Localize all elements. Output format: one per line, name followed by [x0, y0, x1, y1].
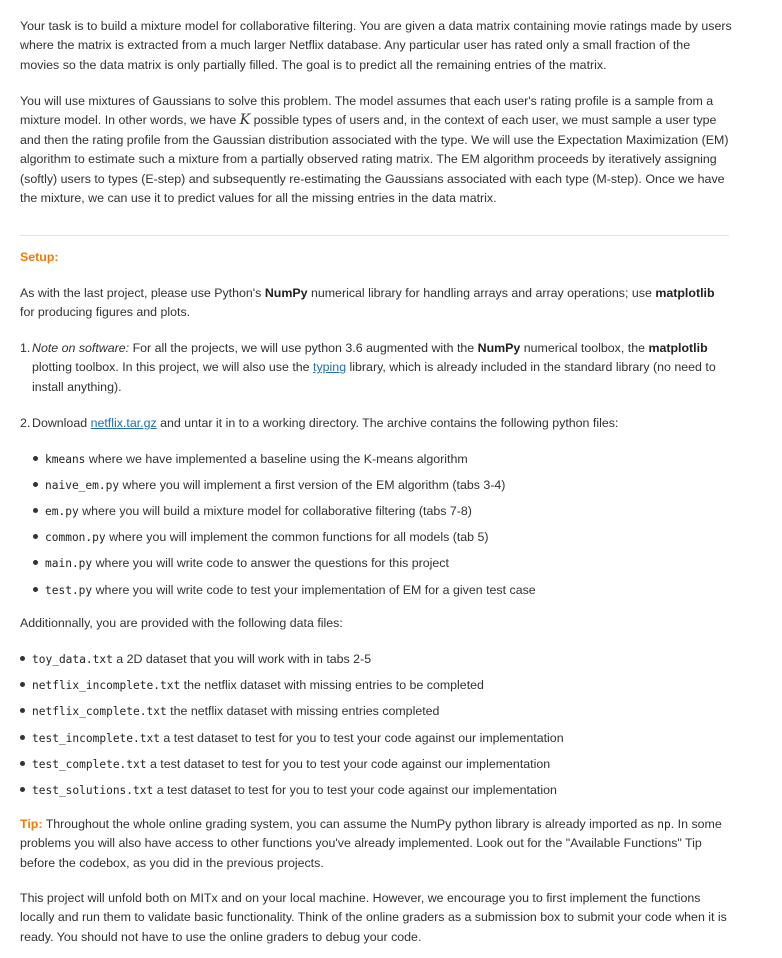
bullet-icon [20, 787, 25, 792]
list-item [20, 676, 484, 696]
tip-paragraph [20, 815, 732, 873]
file-description: a 2D dataset that you will work with in tabs 2-5 [112, 652, 372, 666]
intro-p2-start: You will use mixtures of Gaussians to solve this problem. The model assumes that each user's rating profile is a sample from a mixture model. In other words, we have [20, 94, 714, 128]
file-name: toy_data.txt [32, 653, 113, 666]
step-1-numpy: NumPy [477, 341, 521, 355]
list-item [33, 581, 536, 601]
typing-link[interactable]: typing [313, 360, 347, 375]
step-1-b: numerical toolbox, the [520, 341, 649, 355]
setup-numpy: NumPy [264, 286, 308, 300]
file-name: common.py [45, 531, 106, 544]
tip-a: Throughout the whole online grading system, you can assume the NumPy python library is already imported as [42, 817, 658, 831]
tip-np-code: np [657, 818, 671, 831]
list-item [33, 476, 505, 496]
setup-p-b: numerical library for handling arrays and array operations; use [307, 286, 656, 300]
setup-heading: Setup: [20, 250, 59, 264]
file-name: kmeans [45, 453, 86, 466]
list-item [20, 781, 557, 801]
file-description: a test dataset to test for you to test your code against our implementation [159, 731, 564, 745]
step-1-d: library, which is already included in the standard library (no need to install anything). [32, 360, 716, 394]
file-name: netflix_incomplete.txt [32, 679, 181, 692]
bullet-icon [33, 587, 38, 592]
list-item [20, 729, 564, 749]
closing-paragraph: This project will unfold both on MITx and on your local machine. However, we encourage you to first implement the functions locally and run them to validate basic functionality. Think of the online graders as a submission box to submit your code when it is ready. You should not have to use the online graders to debug your code. [20, 891, 727, 944]
step-2-number: 2. [20, 416, 31, 430]
file-description: where you will write code to test your implementation of EM for a given test case [92, 583, 536, 597]
file-name: test_incomplete.txt [32, 732, 160, 745]
file-description: where we have implemented a baseline using the K-means algorithm [85, 452, 468, 466]
step-1-c: plotting toolbox. In this project, we will also use the [32, 360, 314, 375]
file-description: where you will implement the common functions for all models (tab 5) [105, 530, 489, 544]
bullet-icon [20, 708, 25, 713]
setup-p-a: As with the last project, please use Python's [20, 286, 265, 300]
intro-paragraph-2 [20, 92, 732, 208]
bullet-icon [33, 560, 38, 565]
step-1-a: For all the projects, we will use python 3.6 augmented with the [129, 341, 478, 355]
bullet-icon [20, 656, 25, 661]
file-name: main.py [45, 557, 93, 570]
file-description: the netflix dataset with missing entries to be completed [180, 678, 484, 692]
intro-p2-end: possible types of users and, in the context of each user, we must sample a user type and then the rating profile from the Gaussian distribution associated with the type. We will use the Expectation Maximization (EM) algorithm to estimate such a mixture from a partially observed rating matrix. The EM algorithm proceeds by iteratively assigning (softly) users to types (E-step) and subsequently re-estimating the Gaussians associated with each type (M-step). Once we have the mixture, we can use it to predict values for all the missing entries in the data matrix. [20, 113, 729, 206]
step-2-text [32, 414, 722, 433]
setup-paragraph [20, 284, 732, 323]
file-name: naive_em.py [45, 479, 120, 492]
file-description: where you will write code to answer the questions for this project [92, 556, 449, 570]
bullet-icon [33, 456, 38, 461]
setup-matplotlib: matplotlib [655, 286, 715, 300]
math-k: K [239, 112, 251, 129]
bullet-icon [33, 508, 38, 513]
bullet-icon [33, 534, 38, 539]
file-description: a test dataset to test for you to test your code against our implementation [153, 783, 557, 797]
list-item [20, 650, 371, 670]
file-description: where you will build a mixture model for collaborative filtering (tabs 7-8) [78, 504, 472, 518]
step-1-number: 1. [20, 341, 31, 355]
list-item [33, 528, 489, 548]
file-name: em.py [45, 505, 79, 518]
step-1-note: Note on software: [32, 341, 130, 355]
step-2-a: Download [32, 416, 91, 430]
bullet-icon [20, 682, 25, 687]
step-1-matplotlib: matplotlib [648, 341, 708, 355]
file-description: the netflix dataset with missing entries completed [166, 704, 440, 718]
file-name: netflix_complete.txt [32, 705, 167, 718]
list-item [20, 755, 550, 775]
list-item [33, 450, 468, 470]
list-item [33, 554, 449, 574]
file-description: where you will implement a first version of the EM algorithm (tabs 3-4) [119, 478, 506, 492]
file-name: test_complete.txt [32, 758, 147, 771]
list-item [33, 502, 472, 522]
bullet-icon [20, 761, 25, 766]
file-name: test_solutions.txt [32, 784, 154, 797]
additional-files-intro: Additionnally, you are provided with the following data files: [20, 616, 343, 630]
list-item [20, 702, 439, 722]
tip-label: Tip: [20, 817, 43, 831]
step-2-b: and untar it in to a working directory. The archive contains the following python files: [156, 416, 619, 430]
file-name: test.py [45, 584, 93, 597]
intro-paragraph-1: Your task is to build a mixture model for collaborative filtering. You are given a data matrix containing movie ratings made by users where the matrix is extracted from a much larger Netflix database. Any particular user has rated only a small fraction of the movies so the data matrix is only partially filled. The goal is to predict all the remaining entries of the matrix. [20, 19, 732, 72]
tip-b: . In some problems you will also have access to other functions you've already implemented. Look out for the "Available Functions" Tip before the codebox, as you did in the previous projects. [20, 817, 722, 870]
section-divider [20, 235, 729, 236]
netflix-archive-link[interactable]: netflix.tar.gz [90, 416, 157, 430]
file-description: a test dataset to test for you to test your code against our implementation [146, 757, 551, 771]
bullet-icon [20, 735, 25, 740]
setup-p-c: for producing figures and plots. [20, 305, 191, 320]
step-1-text [32, 339, 722, 397]
bullet-icon [33, 482, 38, 487]
